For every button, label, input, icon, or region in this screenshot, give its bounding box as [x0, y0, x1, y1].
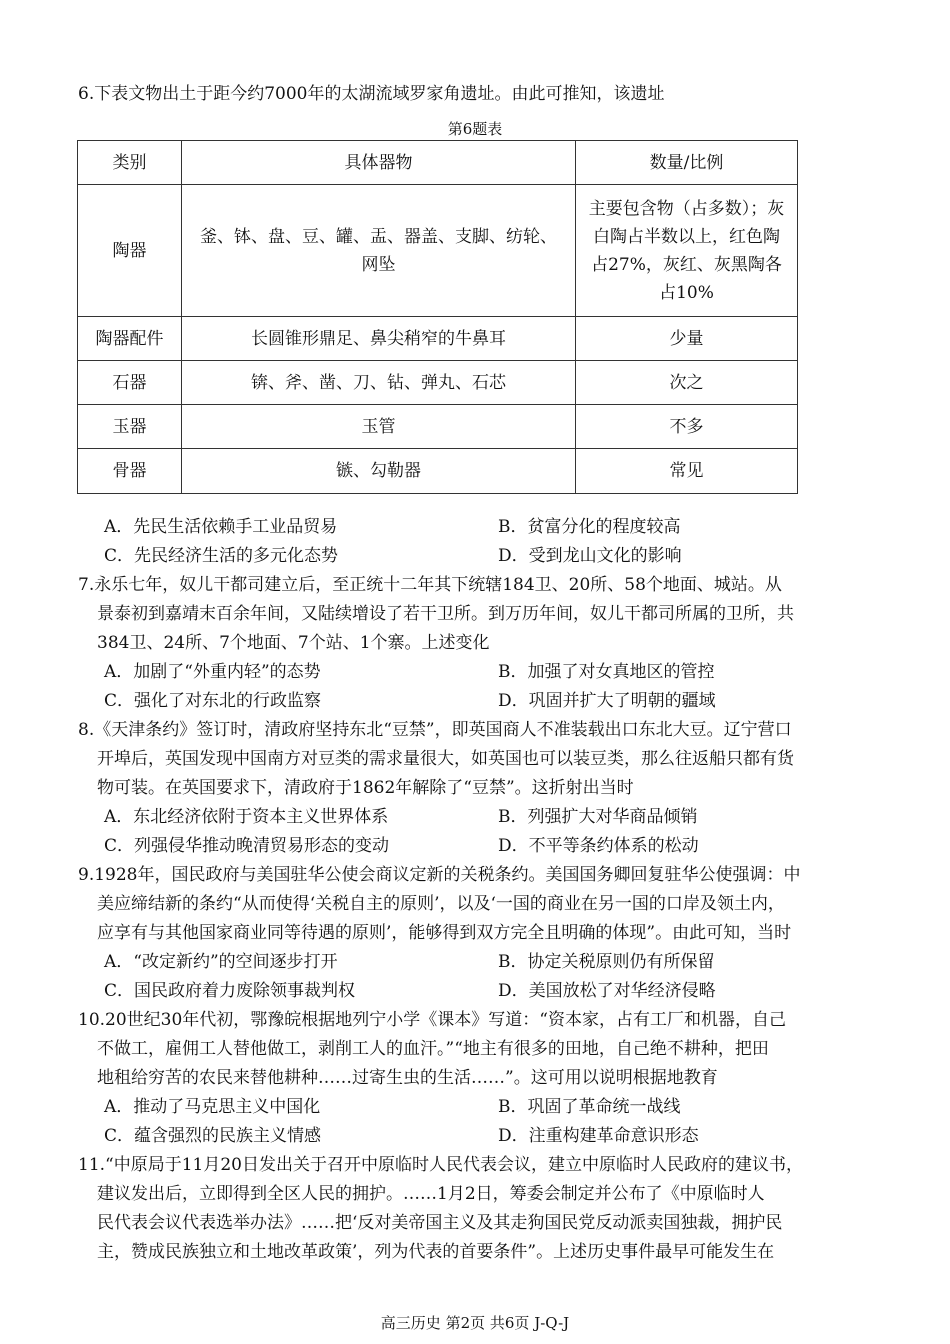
q10-option-d: D．注重构建革命意识形态: [498, 1126, 699, 1146]
cell-items: 玉管: [182, 405, 576, 449]
q8-option-b: B．列强扩大对华商品倾销: [498, 807, 698, 827]
table-caption: 第6题表: [447, 120, 503, 138]
cell-category: 陶器: [78, 185, 182, 317]
q6-option-a: A．先民生活依赖手工业品贸易: [104, 517, 338, 537]
cell-category: 石器: [78, 361, 182, 405]
q9-option-d: D．美国放松了对华经济侵略: [498, 981, 716, 1001]
cell-quantity: [576, 185, 798, 317]
q7-option-a: A．加剧了“外重内轻”的态势: [104, 662, 321, 682]
q8-stem-line: 8.《天津条约》签订时，清政府坚持东北“豆禁”，即英国商人不准装载出口东北大豆。辽宁营口: [78, 720, 792, 740]
q6-option-c: C．先民经济生活的多元化态势: [104, 546, 339, 566]
cell-category: 玉器: [78, 405, 182, 449]
q8-option-c: C．列强侵华推动晚清贸易形态的变动: [104, 836, 390, 856]
header-quantity: 数量/比例: [576, 141, 798, 185]
q10-option-c: C．蕴含强烈的民族主义情感: [104, 1126, 322, 1146]
cell-qty-line: 占27%，灰红、灰黑陶各: [591, 254, 782, 275]
cell-quantity: 少量: [576, 317, 798, 361]
q10-option-a: A．推动了马克思主义中国化: [104, 1097, 321, 1117]
cell-qty-line: 白陶占半数以上，红色陶: [593, 226, 780, 247]
cell-items-line: 网坠: [361, 254, 396, 275]
q7-stem-line: 7.永乐七年，奴儿干都司建立后，至正统十二年其下统辖184卫、20所、58个地面、城站。从: [78, 575, 782, 595]
q8-option-a: A．东北经济依附于资本主义世界体系: [104, 807, 389, 827]
cell-qty-line: 占10%: [659, 282, 714, 303]
q10-stem-line: 不做工，雇佣工人替他做工，剥削工人的血汗。”“地主有很多的田地，自己绝不耕种，把田: [97, 1039, 769, 1059]
header-items: 具体器物: [182, 141, 576, 185]
cell-items: 镞、勾勒器: [182, 449, 576, 494]
q8-stem-line: 开埠后，英国发现中国南方对豆类的需求量很大，如英国也可以装豆类，那么往返船只都有货: [97, 749, 794, 769]
q7-option-c: C．强化了对东北的行政监察: [104, 691, 322, 711]
cell-quantity: 常见: [576, 449, 798, 494]
q7-stem-line: 景泰初到嘉靖末百余年间，又陆续增设了若干卫所。到万历年间，奴儿干都司所属的卫所，共: [97, 604, 794, 624]
cell-items: 锛、斧、凿、刀、钻、弹丸、石芯: [182, 361, 576, 405]
q6-option-d: D．受到龙山文化的影响: [498, 546, 682, 566]
q10-stem-line: 10.20世纪30年代初，鄂豫皖根据地列宁小学《课本》写道：“资本家，占有工厂和机器，自己: [78, 1010, 786, 1030]
q6-table: [77, 140, 798, 494]
cell-items: [182, 185, 576, 317]
table-row: [78, 317, 798, 361]
table-row: [78, 361, 798, 405]
q9-stem-line: 应享有与其他国家商业同等待遇的原则’，能够得到双方完全且明确的体现”。由此可知，当时: [97, 923, 792, 943]
cell-category: 骨器: [78, 449, 182, 494]
q9-option-a: A．“改定新约”的空间逐步打开: [104, 952, 338, 972]
q8-stem-line: 物可装。在英国要求下，清政府于1862年解除了“豆禁”。这折射出当时: [97, 778, 634, 798]
q9-option-c: C．国民政府着力废除领事裁判权: [104, 981, 356, 1001]
page-footer: 高三历史 第2页 共6页 J-Q-J: [380, 1314, 570, 1332]
q10-stem-line: 地租给穷苦的农民来替他耕种……过寄生虫的生活……”。这可用以说明根据地教育: [97, 1068, 718, 1088]
q7-option-b: B．加强了对女真地区的管控: [498, 662, 715, 682]
table-header-row: [78, 141, 798, 185]
cell-items-line: 釜、钵、盘、豆、罐、盂、器盖、支脚、纺轮、: [200, 226, 557, 247]
q11-stem-line: 11.“中原局于11月20日发出关于召开中原临时人民代表会议，建立中原临时人民政府的建议书，: [78, 1155, 803, 1175]
cell-qty-line: 主要包含物（占多数）；灰: [588, 198, 785, 219]
q6-option-b: B．贫富分化的程度较高: [498, 517, 681, 537]
q8-option-d: D．不平等条约体系的松动: [498, 836, 699, 856]
table-row: [78, 449, 798, 494]
header-category: 类别: [78, 141, 182, 185]
cell-quantity: 不多: [576, 405, 798, 449]
q11-stem-line: 建议发出后，立即得到全区人民的拥护。……1月2日，筹委会制定并公布了《中原临时人: [97, 1184, 765, 1204]
cell-category: 陶器配件: [78, 317, 182, 361]
q9-stem-line: 美应缔结新的条约“从而使得‘关税自主的原则’，以及‘一国的商业在另一国的口岸及领土内，: [97, 894, 785, 914]
q7-stem-line: 384卫、24所、7个地面、7个站、1个寨。上述变化: [97, 633, 490, 653]
cell-quantity: 次之: [576, 361, 798, 405]
q9-stem-line: 9.1928年，国民政府与美国驻华公使会商议定新的关税条约。美国国务卿回复驻华公使强调：中: [78, 865, 801, 885]
q9-option-b: B．协定关税原则仍有所保留: [498, 952, 715, 972]
cell-items: 长圆锥形鼎足、鼻尖稍窄的牛鼻耳: [182, 317, 576, 361]
q11-stem-line: 民代表会议代表选举办法》……把‘反对美帝国主义及其走狗国民党反动派卖国独裁，拥护民: [97, 1213, 783, 1233]
q6-stem: 6.下表文物出土于距今约7000年的太湖流域罗家角遗址。由此可推知，该遗址: [78, 84, 665, 104]
q11-stem-line: 主，赞成民族独立和土地改革政策’，列为代表的首要条件”。上述历史事件最早可能发生在: [97, 1242, 775, 1262]
q10-option-b: B．巩固了革命统一战线: [498, 1097, 681, 1117]
q7-option-d: D．巩固并扩大了明朝的疆域: [498, 691, 716, 711]
table-row: [78, 405, 798, 449]
table-row: [78, 185, 798, 317]
